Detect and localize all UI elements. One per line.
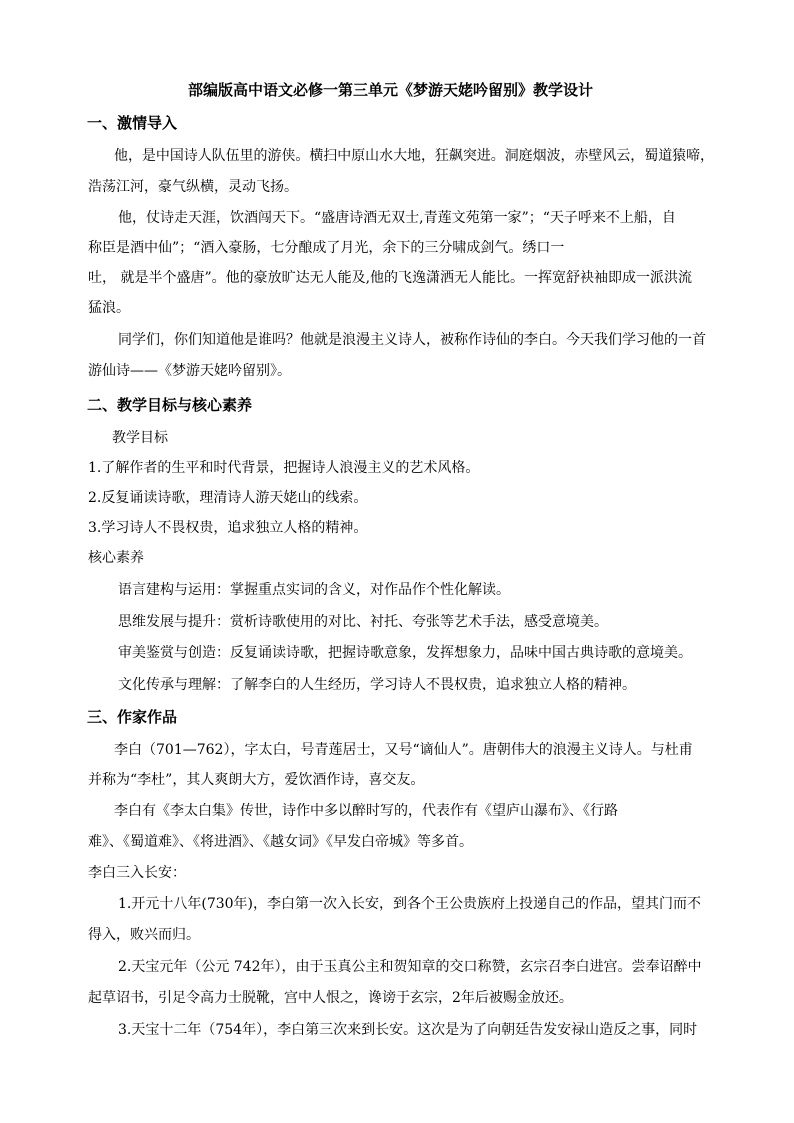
paragraph-line: 浩荡江河，豪气纵横，灵动飞扬。 bbox=[88, 179, 298, 195]
paragraph-line: 李白（701—762），字太白，号青莲居士，又号“谪仙人”。唐朝伟大的浪漫主义诗人。与杜甫 bbox=[114, 742, 693, 758]
paragraph-line: 李白有《李太白集》传世，诗作中多以醉时写的，代表作有《望庐山瀑布》、《行路 bbox=[114, 803, 618, 819]
goal-item: 1.了解作者的生平和时代背景，把握诗人浪漫主义的艺术风格。 bbox=[88, 460, 480, 476]
section-heading-goals: 二、教学目标与核心素养 bbox=[87, 396, 253, 414]
paragraph-line: 猛浪。 bbox=[88, 300, 130, 316]
paragraph-line: 同学们，你们知道他是谁吗？他就是浪漫主义诗人，被称作诗仙的李白。今天我们学习他的一首 bbox=[118, 332, 706, 348]
subheading-core-literacy: 核心素养 bbox=[88, 550, 144, 566]
list-item: 3.天宝十二年（754年），李白第三次来到长安。这次是为了向朝廷告发安禄山造反之事，同时 bbox=[118, 1022, 698, 1038]
paragraph-line: 他，是中国诗人队伍里的游侠。横扫中原山水大地，狂飙突进。洞庭烟波，赤壁风云，蜀道猿啼， bbox=[114, 148, 715, 164]
section-heading-author: 三、作家作品 bbox=[87, 708, 178, 726]
paragraph-line: 游仙诗——《梦游天姥吟留别》。 bbox=[88, 363, 291, 379]
core-item: 语言建构与运用：掌握重点实词的含义，对作品作个性化解读。 bbox=[118, 582, 510, 598]
paragraph-line: 他，仗诗走天涯，饮酒闯天下。“盛唐诗酒无双士,青莲文苑第一家”；“天子呼来不上船，自 bbox=[118, 210, 676, 226]
subheading-teaching-goals: 教学目标 bbox=[112, 430, 168, 446]
list-item: 2.天宝元年（公元 742年），由于玉真公主和贺知章的交口称赞，玄宗召李白进宫。尝奉诏醉中 bbox=[118, 959, 702, 975]
goal-item: 3.学习诗人不畏权贵，追求独立人格的精神。 bbox=[88, 520, 368, 536]
list-item: 得入，败兴而归。 bbox=[88, 927, 200, 943]
list-item: 起草诏书，引足令高力士脱靴，宫中人恨之，谗谤于玄宗，2年后被赐金放还。 bbox=[88, 990, 573, 1006]
core-item: 思维发展与提升：赏析诗歌使用的对比、衬托、夸张等艺术手法，感受意境美。 bbox=[118, 614, 608, 630]
paragraph-line: 并称为“李杜”，其人爽朗大方，爱饮酒作诗，喜交友。 bbox=[88, 772, 425, 788]
paragraph-line: 吐， 就是半个盛唐”。他的豪放旷达无人能及,他的飞逸潇洒无人能比。一挥宽舒袂袖即成一派洪流 bbox=[88, 270, 693, 286]
core-item: 审美鉴赏与创造：反复诵读诗歌，把握诗歌意象，发挥想象力，品味中国古典诗歌的意境美。 bbox=[118, 645, 692, 661]
paragraph-line: 难》、《蜀道难》、《将进酒》、《越女词》《早发白帝城》等多首。 bbox=[88, 834, 473, 850]
section-heading-intro: 一、激情导入 bbox=[87, 114, 178, 132]
goal-item: 2.反复诵读诗歌，理清诗人游天姥山的线索。 bbox=[88, 490, 368, 506]
core-item: 文化传承与理解：了解李白的人生经历，学习诗人不畏权贵，追求独立人格的精神。 bbox=[118, 677, 636, 693]
subheading-chang-an: 李白三入长安： bbox=[88, 865, 186, 881]
list-item: 1.开元十八年(730年)，李白第一次入长安，到各个王公贵族府上投递自己的作品，望其门而不 bbox=[118, 896, 702, 912]
paragraph-line: 称臣是酒中仙”；“酒入豪肠，七分酿成了月光，余下的三分啸成剑气。绣口一 bbox=[88, 240, 565, 256]
document-title: 部编版高中语文必修一第三单元《梦游天姥吟留别》教学设计 bbox=[188, 81, 594, 99]
